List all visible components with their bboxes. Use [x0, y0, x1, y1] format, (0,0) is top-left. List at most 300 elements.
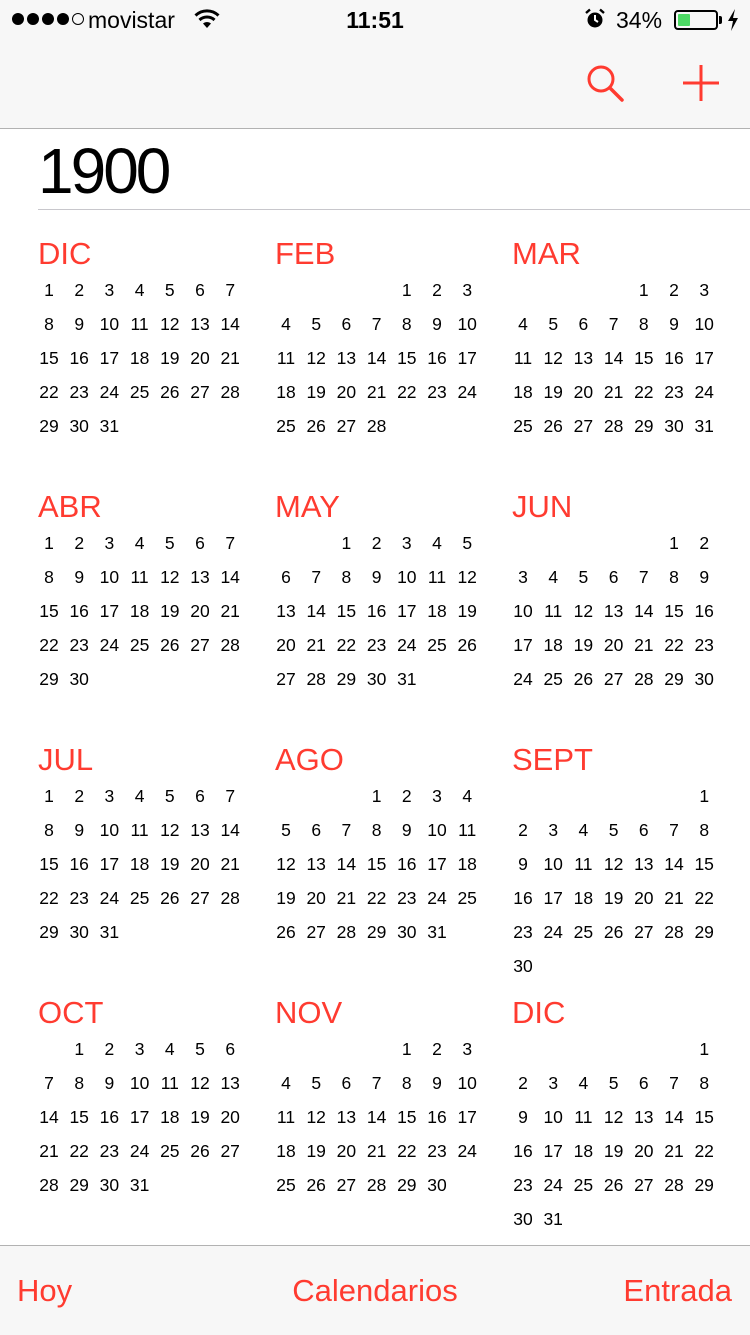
day-number: 7 — [638, 567, 649, 587]
day-number: 5 — [164, 533, 175, 553]
day-number: 22 — [694, 1141, 714, 1161]
day-number: 9 — [518, 1107, 528, 1127]
day-number: 27 — [634, 1175, 654, 1195]
day-number: 17 — [397, 601, 417, 621]
day-number: 22 — [39, 635, 59, 655]
day-number: 5 — [462, 533, 473, 553]
day-number: 11 — [130, 820, 149, 840]
day-number: 20 — [336, 1141, 357, 1161]
day-number: 13 — [190, 567, 210, 587]
day-number: 21 — [603, 382, 624, 402]
day-number: 30 — [69, 416, 89, 436]
day-number: 20 — [190, 854, 210, 874]
day-number: 11 — [130, 314, 149, 334]
day-number: 9 — [74, 567, 85, 587]
day-number: 12 — [160, 567, 180, 587]
day-number: 9 — [74, 820, 85, 840]
day-number: 10 — [99, 567, 120, 587]
day-number: 16 — [397, 854, 417, 874]
day-number: 21 — [220, 854, 240, 874]
day-number: 12 — [160, 314, 180, 334]
day-number: 1 — [74, 1039, 85, 1059]
month-jul[interactable] — [38, 742, 253, 972]
day-number: 22 — [336, 635, 357, 655]
day-number: 12 — [190, 1073, 210, 1093]
day-number: 31 — [694, 416, 714, 436]
day-number: 6 — [225, 1039, 236, 1059]
day-number: 25 — [160, 1141, 180, 1161]
day-number: 4 — [462, 786, 473, 806]
day-number: 17 — [99, 854, 120, 874]
day-number: 16 — [513, 1141, 533, 1161]
day-number: 20 — [220, 1107, 240, 1127]
day-number: 24 — [427, 888, 447, 908]
day-number: 4 — [578, 1073, 589, 1093]
day-number: 9 — [518, 854, 528, 874]
day-number: 10 — [457, 1073, 477, 1093]
day-number: 3 — [462, 1039, 473, 1059]
day-number: 14 — [603, 348, 624, 368]
day-number: 19 — [573, 635, 594, 655]
battery-percentage: 34% — [616, 7, 663, 33]
day-number: 22 — [397, 382, 417, 402]
month-dic[interactable] — [38, 236, 253, 466]
day-number: 29 — [694, 922, 714, 942]
day-number: 2 — [432, 280, 442, 300]
day-number: 18 — [543, 635, 563, 655]
day-number: 8 — [669, 567, 679, 587]
day-number: 24 — [99, 635, 120, 655]
day-number: 24 — [543, 922, 563, 942]
day-number: 9 — [669, 314, 679, 334]
day-number: 1 — [401, 280, 412, 300]
day-number: 26 — [160, 382, 180, 402]
day-number: 27 — [276, 669, 296, 689]
day-number: 1 — [669, 533, 679, 553]
day-number: 10 — [543, 854, 563, 874]
day-number: 28 — [306, 669, 326, 689]
day-number: 12 — [457, 567, 477, 587]
day-number: 4 — [518, 314, 528, 334]
day-number: 28 — [366, 1175, 387, 1195]
day-number: 26 — [603, 1175, 624, 1195]
day-number: 22 — [664, 635, 684, 655]
day-number: 7 — [225, 786, 236, 806]
day-number: 11 — [427, 567, 447, 587]
day-number: 7 — [225, 280, 236, 300]
day-number: 9 — [432, 1073, 442, 1093]
day-number: 25 — [129, 382, 150, 402]
day-number: 24 — [694, 382, 714, 402]
day-number: 3 — [699, 280, 710, 300]
day-number: 12 — [573, 601, 594, 621]
day-number: 2 — [104, 1039, 115, 1059]
day-number: 19 — [306, 382, 326, 402]
day-number: 15 — [664, 601, 684, 621]
day-number: 12 — [603, 1107, 624, 1127]
day-number: 14 — [664, 854, 684, 874]
day-number: 4 — [164, 1039, 175, 1059]
day-number: 8 — [699, 1073, 710, 1093]
day-number: 21 — [220, 348, 240, 368]
calendars-button[interactable]: Calendarios — [292, 1273, 458, 1308]
day-number: 15 — [336, 601, 357, 621]
day-number: 15 — [366, 854, 387, 874]
day-number: 16 — [69, 348, 89, 368]
navigation-bar — [0, 40, 750, 129]
day-number: 8 — [74, 1073, 85, 1093]
day-number: 15 — [694, 854, 714, 874]
day-number: 28 — [664, 1175, 684, 1195]
day-number: 29 — [69, 1175, 89, 1195]
day-number: 18 — [457, 854, 477, 874]
day-number: 1 — [341, 533, 352, 553]
search-icon[interactable] — [584, 62, 626, 104]
day-number: 26 — [306, 416, 326, 436]
day-number: 22 — [366, 888, 387, 908]
day-number: 25 — [543, 669, 563, 689]
day-number: 3 — [104, 533, 115, 553]
day-number: 6 — [608, 567, 619, 587]
day-number: 23 — [69, 382, 89, 402]
day-number: 15 — [39, 601, 59, 621]
day-number: 2 — [699, 533, 710, 553]
day-number: 29 — [634, 416, 654, 436]
day-number: 20 — [276, 635, 296, 655]
day-number: 11 — [574, 1107, 593, 1127]
day-number: 6 — [195, 280, 205, 300]
day-number: 27 — [634, 922, 654, 942]
day-number: 12 — [603, 854, 624, 874]
day-number: 24 — [397, 635, 417, 655]
day-number: 13 — [336, 348, 357, 368]
day-number: 2 — [74, 533, 85, 553]
day-number: 23 — [69, 635, 89, 655]
month-ago[interactable] — [275, 742, 490, 972]
day-number: 29 — [397, 1175, 417, 1195]
day-number: 21 — [306, 635, 326, 655]
day-number: 8 — [341, 567, 352, 587]
day-number: 13 — [336, 1107, 357, 1127]
day-number: 3 — [548, 820, 559, 840]
day-number: 25 — [573, 1175, 594, 1195]
month-name: OCT — [38, 995, 104, 1030]
day-number: 1 — [44, 280, 54, 300]
day-number: 2 — [74, 786, 85, 806]
day-number: 28 — [220, 888, 240, 908]
day-number: 30 — [664, 416, 684, 436]
day-number: 25 — [573, 922, 594, 942]
day-number: 3 — [104, 280, 115, 300]
day-number: 4 — [134, 280, 145, 300]
day-number: 14 — [220, 314, 240, 334]
day-number: 19 — [603, 888, 624, 908]
month-sept[interactable] — [512, 742, 727, 976]
day-number: 8 — [699, 820, 710, 840]
day-number: 16 — [427, 1107, 447, 1127]
day-number: 17 — [99, 348, 120, 368]
day-number: 27 — [573, 416, 594, 436]
day-number: 11 — [130, 567, 149, 587]
day-number: 9 — [74, 314, 85, 334]
day-number: 16 — [664, 348, 684, 368]
day-number: 6 — [311, 820, 322, 840]
day-number: 1 — [638, 280, 649, 300]
day-number: 19 — [276, 888, 296, 908]
day-number: 27 — [190, 635, 210, 655]
day-number: 9 — [699, 567, 710, 587]
day-number: 1 — [699, 786, 710, 806]
day-number: 29 — [336, 669, 357, 689]
day-number: 10 — [99, 314, 120, 334]
month-oct[interactable] — [38, 995, 253, 1225]
month-abr[interactable] — [38, 489, 253, 719]
day-number: 22 — [39, 888, 59, 908]
status-bar — [0, 0, 750, 40]
day-number: 18 — [129, 601, 150, 621]
day-number: 12 — [306, 1107, 326, 1127]
day-number: 24 — [457, 382, 477, 402]
month-name: MAR — [512, 236, 581, 271]
day-number: 12 — [306, 348, 326, 368]
battery-icon — [674, 10, 718, 30]
day-number: 25 — [457, 888, 477, 908]
day-number: 11 — [276, 348, 296, 368]
day-number: 18 — [573, 888, 594, 908]
day-number: 18 — [129, 854, 150, 874]
today-button[interactable]: Hoy — [17, 1273, 73, 1308]
day-number: 8 — [401, 314, 412, 334]
day-number: 25 — [513, 416, 533, 436]
day-number: 13 — [220, 1073, 240, 1093]
month-may[interactable] — [275, 489, 490, 719]
day-number: 24 — [99, 382, 120, 402]
day-number: 31 — [397, 669, 417, 689]
day-number: 18 — [276, 382, 296, 402]
day-number: 3 — [518, 567, 528, 587]
day-number: 25 — [427, 635, 447, 655]
day-number: 29 — [664, 669, 684, 689]
day-number: 8 — [44, 820, 54, 840]
day-number: 19 — [306, 1141, 326, 1161]
month-nov[interactable] — [275, 995, 490, 1225]
month-name: ABR — [38, 489, 102, 524]
day-number: 8 — [44, 567, 54, 587]
month-jun[interactable] — [512, 489, 727, 719]
day-number: 15 — [39, 854, 59, 874]
day-number: 11 — [574, 854, 593, 874]
day-number: 16 — [694, 601, 714, 621]
day-number: 7 — [608, 314, 619, 334]
day-number: 17 — [513, 635, 533, 655]
day-number: 12 — [160, 820, 180, 840]
day-number: 18 — [276, 1141, 296, 1161]
day-number: 1 — [699, 1039, 710, 1059]
day-number: 30 — [366, 669, 387, 689]
day-number: 7 — [371, 1073, 382, 1093]
day-number: 16 — [427, 348, 447, 368]
day-number: 6 — [341, 314, 352, 334]
day-number: 6 — [638, 1073, 649, 1093]
day-number: 30 — [69, 922, 89, 942]
day-number: 13 — [573, 348, 594, 368]
day-number: 8 — [638, 314, 649, 334]
day-number: 2 — [74, 280, 85, 300]
day-number: 6 — [281, 567, 291, 587]
day-number: 19 — [603, 1141, 624, 1161]
day-number: 1 — [371, 786, 382, 806]
day-number: 23 — [427, 382, 447, 402]
day-number: 16 — [513, 888, 533, 908]
day-number: 7 — [44, 1073, 54, 1093]
day-number: 23 — [366, 635, 387, 655]
day-number: 31 — [99, 416, 120, 436]
day-number: 23 — [513, 922, 533, 942]
day-number: 5 — [548, 314, 559, 334]
day-number: 15 — [69, 1107, 89, 1127]
day-number: 28 — [220, 635, 240, 655]
day-number: 4 — [134, 533, 145, 553]
day-number: 22 — [397, 1141, 417, 1161]
day-number: 25 — [129, 635, 150, 655]
day-number: 27 — [306, 922, 326, 942]
day-number: 6 — [638, 820, 649, 840]
day-number: 14 — [634, 601, 654, 621]
day-number: 16 — [69, 601, 89, 621]
day-number: 31 — [543, 1209, 563, 1229]
day-number: 4 — [578, 820, 589, 840]
day-number: 22 — [69, 1141, 89, 1161]
day-number: 30 — [513, 1209, 533, 1229]
day-number: 17 — [129, 1107, 150, 1127]
day-number: 20 — [190, 348, 210, 368]
month-dic[interactable] — [512, 995, 727, 1229]
day-number: 30 — [694, 669, 714, 689]
day-number: 13 — [190, 314, 210, 334]
day-number: 30 — [427, 1175, 447, 1195]
alarm-icon — [584, 8, 606, 30]
day-number: 21 — [366, 1141, 387, 1161]
day-number: 19 — [543, 382, 563, 402]
day-number: 7 — [371, 314, 382, 334]
day-number: 11 — [160, 1073, 179, 1093]
add-icon[interactable] — [680, 62, 722, 104]
day-number: 19 — [160, 601, 180, 621]
day-number: 27 — [336, 1175, 357, 1195]
day-number: 23 — [397, 888, 417, 908]
day-number: 27 — [220, 1141, 240, 1161]
day-number: 11 — [544, 601, 563, 621]
day-number: 16 — [69, 854, 89, 874]
day-number: 5 — [164, 280, 175, 300]
day-number: 5 — [281, 820, 291, 840]
day-number: 24 — [99, 888, 120, 908]
day-number: 9 — [432, 314, 442, 334]
day-number: 28 — [366, 416, 387, 436]
day-number: 31 — [99, 922, 120, 942]
day-number: 14 — [336, 854, 357, 874]
day-number: 25 — [129, 888, 150, 908]
day-number: 15 — [39, 348, 59, 368]
day-number: 5 — [164, 786, 175, 806]
day-number: 26 — [190, 1141, 210, 1161]
day-number: 11 — [276, 1107, 296, 1127]
day-number: 30 — [397, 922, 417, 942]
day-number: 19 — [457, 601, 477, 621]
day-number: 4 — [281, 1073, 291, 1093]
day-number: 8 — [44, 314, 54, 334]
day-number: 15 — [694, 1107, 714, 1127]
day-number: 13 — [190, 820, 210, 840]
day-number: 17 — [694, 348, 714, 368]
day-number: 24 — [457, 1141, 477, 1161]
day-number: 28 — [603, 416, 624, 436]
month-name: DIC — [512, 995, 566, 1030]
day-number: 4 — [134, 786, 145, 806]
day-number: 10 — [99, 820, 120, 840]
day-number: 3 — [104, 786, 115, 806]
day-number: 23 — [427, 1141, 447, 1161]
day-number: 2 — [401, 786, 412, 806]
day-number: 15 — [397, 1107, 417, 1127]
day-number: 23 — [513, 1175, 533, 1195]
day-number: 14 — [366, 348, 387, 368]
day-number: 1 — [401, 1039, 412, 1059]
day-number: 19 — [160, 854, 180, 874]
day-number: 18 — [427, 601, 447, 621]
inbox-button[interactable]: Entrada — [623, 1273, 732, 1308]
day-number: 2 — [432, 1039, 442, 1059]
day-number: 17 — [457, 1107, 477, 1127]
day-number: 8 — [401, 1073, 412, 1093]
day-number: 21 — [220, 601, 240, 621]
day-number: 14 — [306, 601, 326, 621]
day-number: 20 — [634, 1141, 654, 1161]
divider — [38, 209, 750, 210]
day-number: 20 — [306, 888, 326, 908]
day-number: 21 — [634, 635, 654, 655]
day-number: 20 — [634, 888, 654, 908]
day-number: 28 — [336, 922, 357, 942]
day-number: 31 — [129, 1175, 150, 1195]
day-number: 7 — [311, 567, 322, 587]
month-feb[interactable] — [275, 236, 490, 466]
day-number: 5 — [608, 820, 619, 840]
month-mar[interactable] — [512, 236, 727, 466]
day-number: 26 — [573, 669, 594, 689]
day-number: 24 — [543, 1175, 563, 1195]
day-number: 5 — [311, 314, 322, 334]
day-number: 28 — [39, 1175, 59, 1195]
month-name: DIC — [38, 236, 92, 271]
day-number: 24 — [513, 669, 533, 689]
day-number: 18 — [513, 382, 533, 402]
day-number: 26 — [306, 1175, 326, 1195]
day-number: 30 — [513, 956, 533, 976]
month-name: FEB — [275, 236, 336, 271]
day-number: 21 — [336, 888, 357, 908]
day-number: 18 — [129, 348, 150, 368]
year-title: 1900 — [38, 135, 169, 207]
day-number: 13 — [634, 854, 654, 874]
day-number: 12 — [276, 854, 296, 874]
day-number: 21 — [664, 1141, 684, 1161]
day-number: 10 — [129, 1073, 150, 1093]
day-number: 26 — [160, 635, 180, 655]
battery-fill — [678, 14, 690, 26]
day-number: 2 — [371, 533, 382, 553]
day-number: 26 — [543, 416, 563, 436]
